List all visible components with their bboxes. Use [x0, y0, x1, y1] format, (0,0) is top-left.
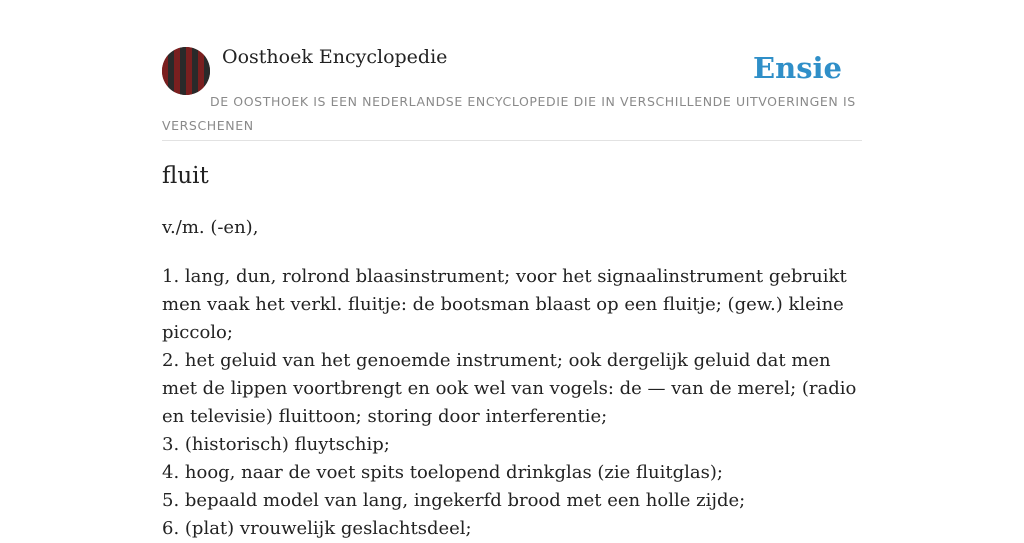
- definition-item: 6. (plat) vrouwelijk geslachtsdeel;: [162, 518, 472, 539]
- definition-item: 1. lang, dun, rolrond blaasinstrument; voor het signaalinstrument gebruikt men vaak het verkl. fluitje: de bootsman blaast op een fluitje; (gew.) kleine piccolo;: [162, 266, 847, 343]
- definition-item: 4. hoog, naar de voet spits toelopend drinkglas (zie fluitglas);: [162, 462, 723, 483]
- page-content: [162, 0, 862, 539]
- source-header: [162, 0, 862, 141]
- source-avatar[interactable]: [162, 47, 210, 95]
- entry-grammar: v./m. (-en),: [162, 217, 259, 238]
- source-name-link[interactable]: Oosthoek Encyclopedie: [222, 46, 448, 68]
- definition-item: 2. het geluid van het genoemde instrument; ook dergelijk geluid dat men met de lippen voortbrengt en ook wel van vogels: de — van de merel; (radio en televisie) fluittoon; storing door interferentie;: [162, 350, 857, 427]
- definition-item: 5. bepaald model van lang, ingekerfd brood met een holle zijde;: [162, 490, 746, 511]
- entry-title: fluit: [162, 163, 209, 189]
- definition-item: 3. (historisch) fluytschip;: [162, 434, 390, 455]
- source-tagline: DE OOSTHOEK IS EEN NEDERLANDSE ENCYCLOPEDIE DIE IN VERSCHILLENDE UITVOERINGEN IS VERSCHENEN: [162, 94, 856, 133]
- ensie-logo[interactable]: Ensie: [753, 51, 842, 85]
- definition-list: [162, 263, 862, 543]
